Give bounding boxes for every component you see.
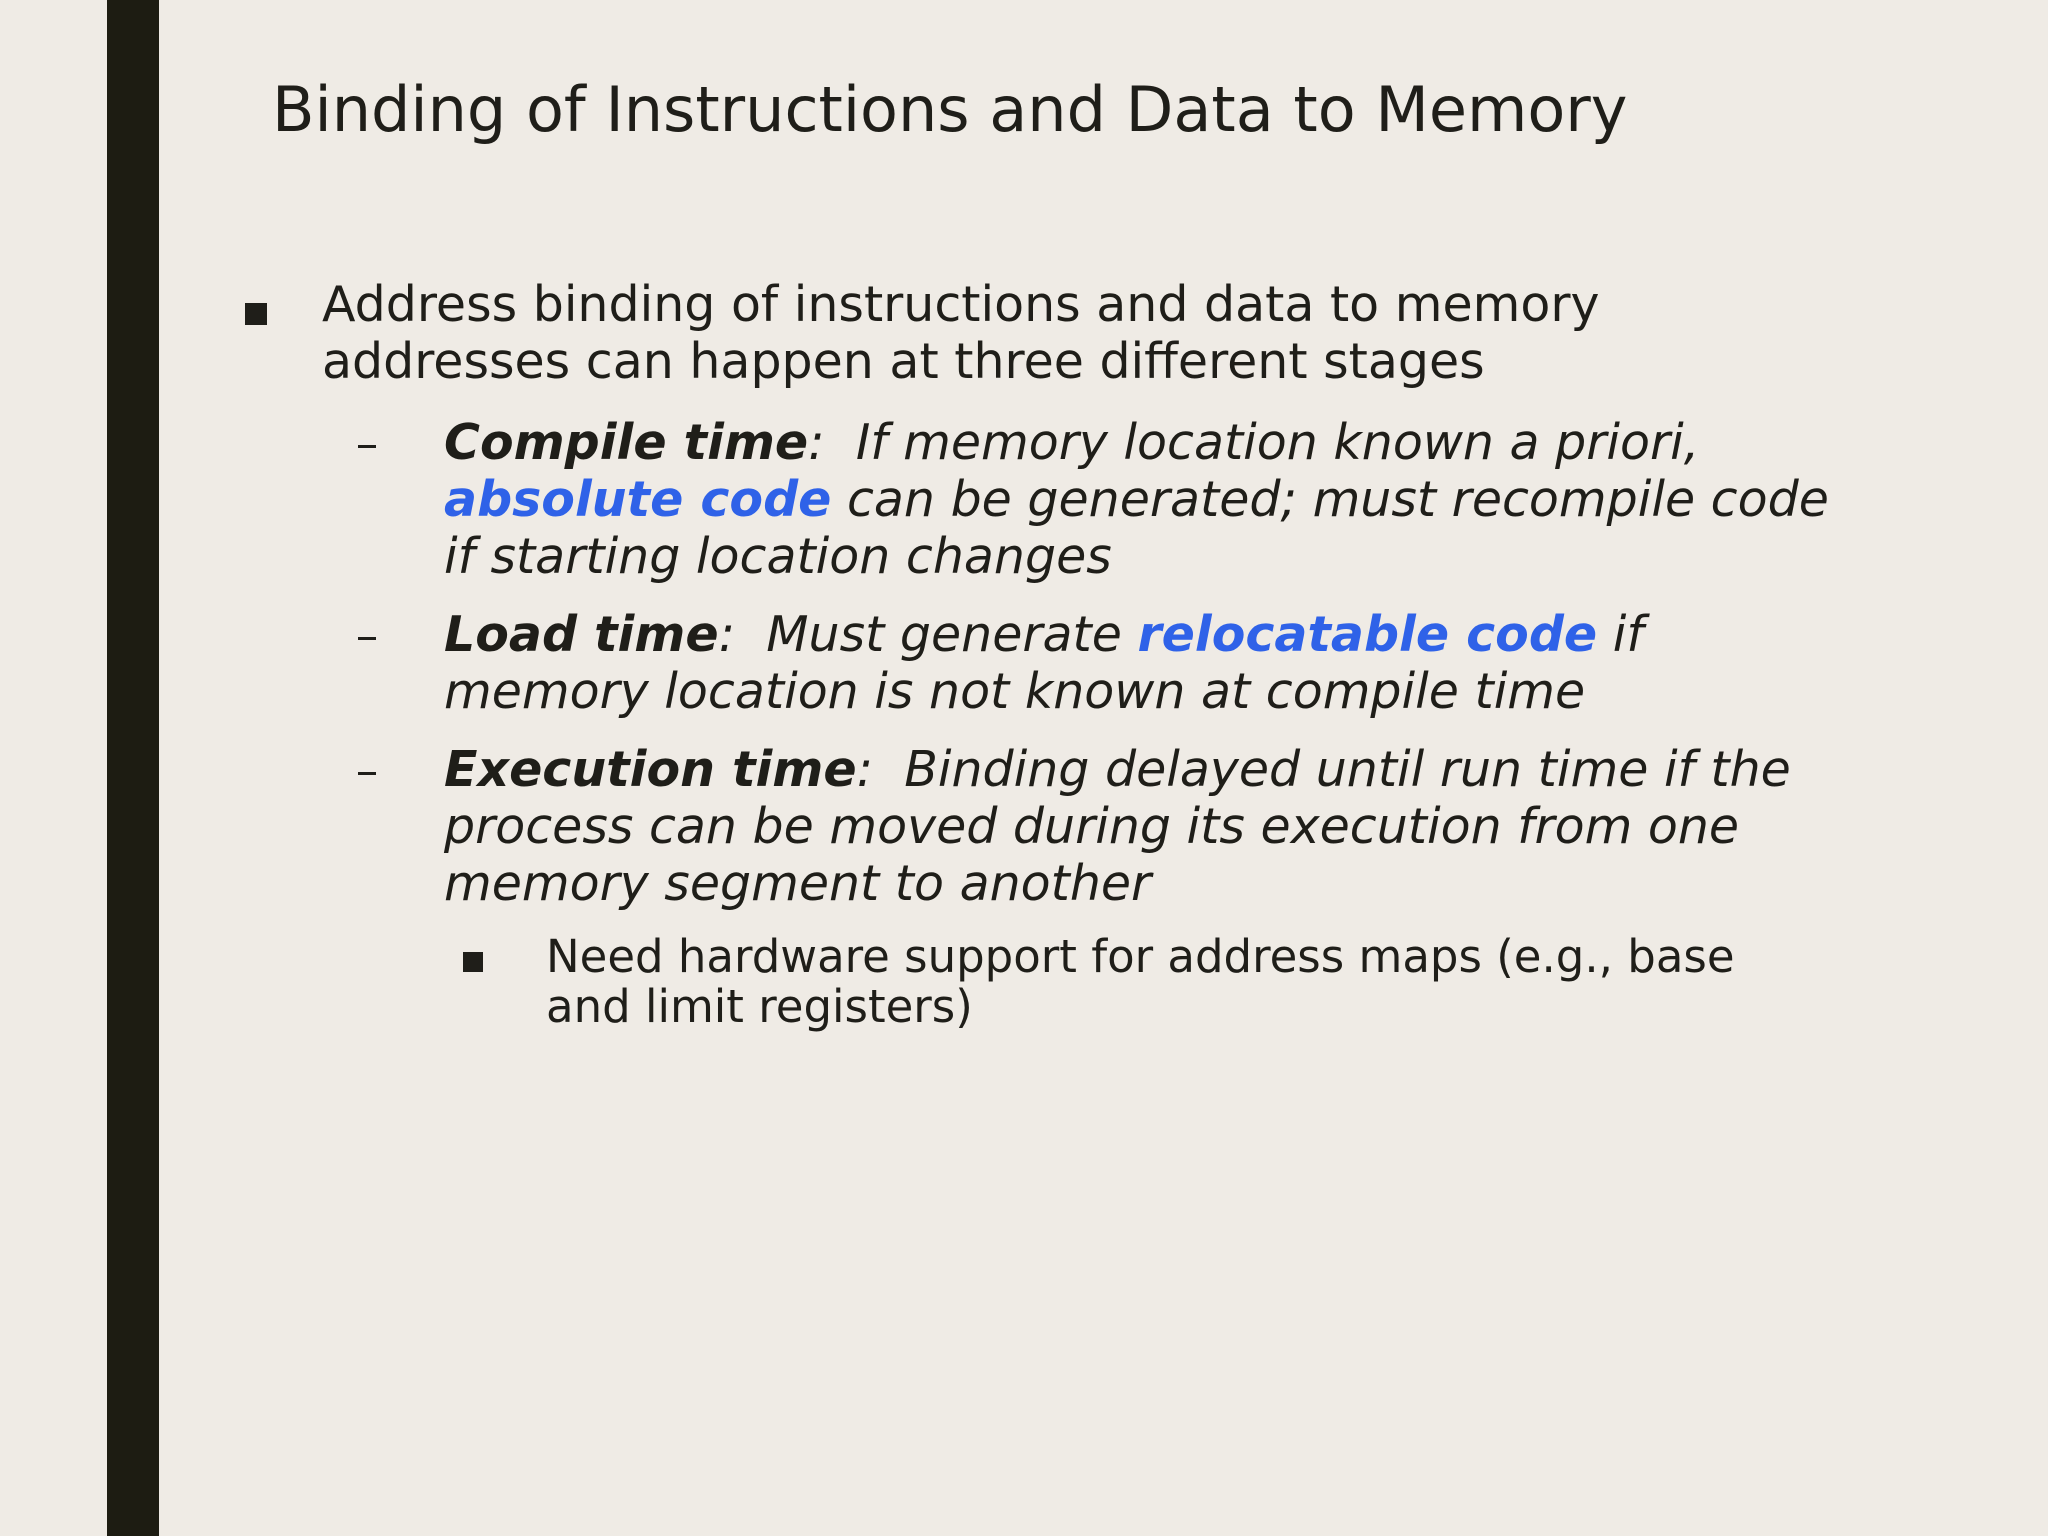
stage-term: Compile time	[444, 414, 809, 471]
stage-text: Binding delayed until run time if the process can be moved during its execution from one memory segment to another	[444, 741, 1791, 912]
bullet-square-icon	[245, 303, 267, 325]
side-accent-bar	[107, 0, 159, 1536]
stage-text: if memory location is not known at compile time	[444, 606, 1644, 720]
highlight-term: absolute code	[444, 471, 832, 528]
stage-text: If memory location known a priori,	[855, 414, 1700, 471]
stage-compile-time: Compile time: If memory location known a priori, absolute code can be generated; must recompile code if starting location changes	[444, 414, 1829, 585]
sub-point-text: Need hardware support for address maps (e.g., base and limit registers)	[546, 930, 1735, 1033]
stage-text: Must generate	[766, 606, 1122, 663]
dash-bullet-icon	[358, 772, 376, 775]
dash-bullet-icon	[358, 637, 376, 640]
stage-term: Load time	[444, 606, 719, 663]
intro-text: Address binding of instructions and data to memory addresses can happen at three different stages	[322, 276, 1600, 390]
slide-title: Binding of Instructions and Data to Memory	[272, 73, 1628, 146]
dash-bullet-icon	[358, 445, 376, 448]
stage-execution-time: Execution time: Binding delayed until run time if the process can be moved during its execution from one memory segment to another	[444, 741, 1791, 912]
stage-text: can be generated; must recompile code if starting location changes	[444, 471, 1829, 585]
stage-term: Execution time	[444, 741, 857, 798]
stage-load-time: Load time: Must generate relocatable code if memory location is not known at compile time	[444, 606, 1644, 720]
bullet-square-icon	[463, 952, 483, 972]
highlight-term: relocatable code	[1137, 606, 1598, 663]
